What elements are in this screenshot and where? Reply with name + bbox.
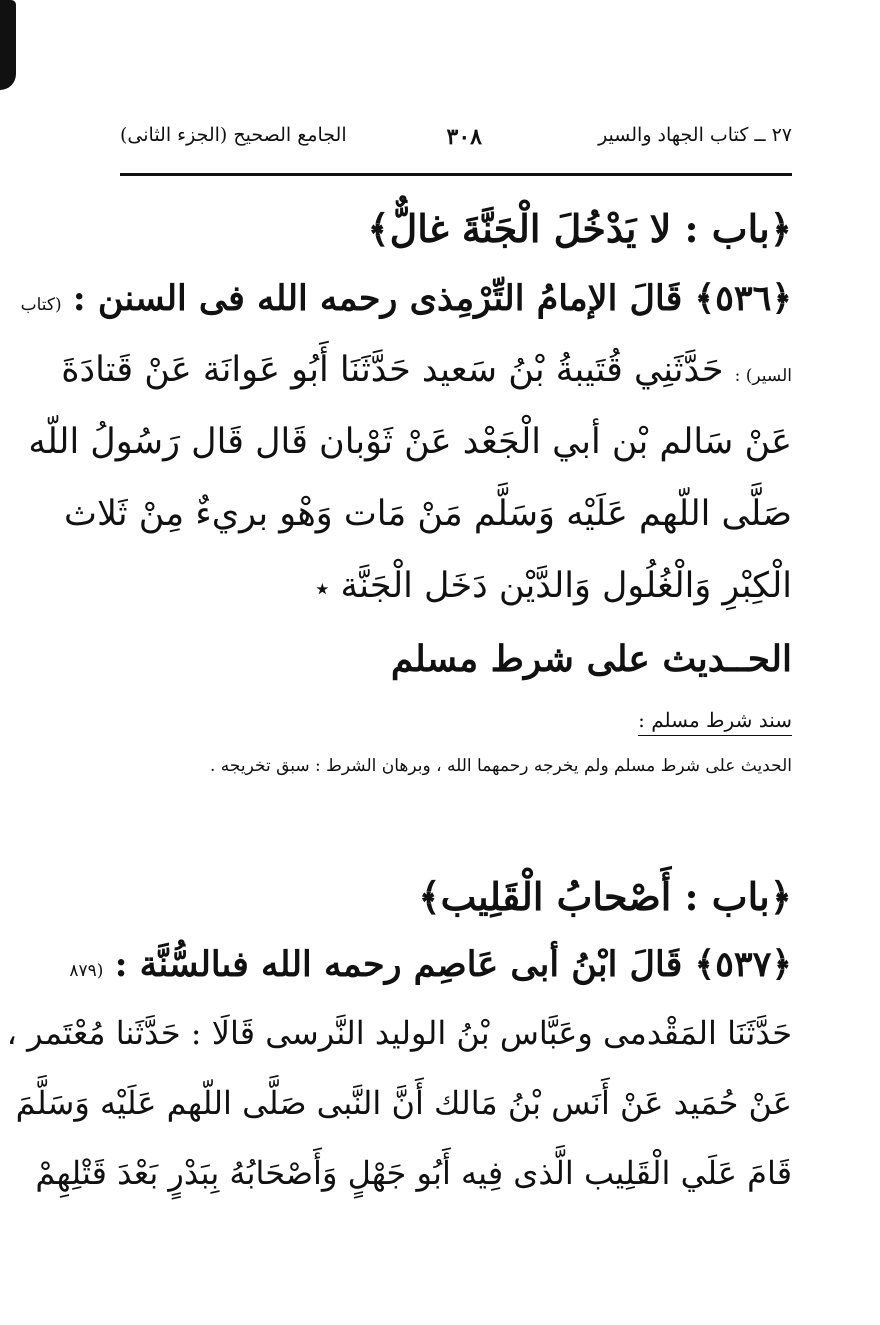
- book-title: الجامع الصحيح (الجزء الثانى): [120, 124, 347, 146]
- hadith-intro: [21, 278, 792, 319]
- hadith-line: صَلَّى اللّهم عَلَيْه وَسَلَّم مَنْ مَات وَهْو بريءٌ مِنْ ثَلاث: [64, 494, 792, 534]
- hadith-intro-text: ﴿٥٣٦﴾ قَالَ الإمامُ التِّرْمِذى رحمه الله فى السنن :: [72, 278, 792, 319]
- hadith-text: حَدَّثَنِي قُتَيبةُ بْنُ سَعيد حَدَّثَنَا أَبُو عَوانَة عَنْ قَتادَةَ: [61, 350, 724, 390]
- page-number: ٣٠٨: [446, 124, 482, 150]
- sanad-label: سند شرط مسلم :: [638, 708, 792, 736]
- chapter-title: ٢٧ ــ كتاب الجهاد والسير: [598, 124, 792, 146]
- source-reference-cont: السير) :: [734, 366, 792, 386]
- hadith-text: الْكِبْرِ وَالْغُلُول وَالدَّيْن دَخَل الْجَنَّة: [340, 566, 792, 606]
- page-edge-shadow: [0, 0, 16, 90]
- section-537: [6, 860, 792, 1220]
- running-head: [120, 118, 792, 158]
- sanad-heading: [638, 708, 792, 732]
- hadith-intro-text: ﴿٥٣٧﴾ قَالَ ابْنُ أبى عَاصِم رحمه الله فىالسُّنَّة :: [114, 944, 792, 985]
- source-reference: (٨٧٩: [69, 961, 104, 981]
- end-of-hadith-star: ٭: [315, 574, 330, 604]
- grading-statement: الحــديث على شرط مسلم: [390, 638, 792, 680]
- hadith-line: [61, 350, 792, 390]
- bab-heading: ﴿باب : لا يَدْخُلَ الْجَنَّةَ غالٌّ﴾: [367, 206, 792, 251]
- footnote-note: الحديث على شرط مسلم ولم يخرجه رحمهما الله ، وبرهان الشرط : سبق تخريجه .: [209, 756, 792, 776]
- header-divider: [120, 173, 792, 176]
- source-reference: (كتاب: [20, 295, 62, 315]
- hadith-line: قَامَ عَلَي الْقَلِيب الَّذى فِيه أَبُو جَهْلٍ وَأَصْحَابُهُ بِبَدْرٍ بَعْدَ قَتْلِهِمْ: [35, 1154, 792, 1192]
- bab-heading: ﴿باب : أَصْحابُ الْقَلِيب﴾: [418, 874, 792, 919]
- hadith-line: عَنْ سَالم بْن أبي الْجَعْد عَنْ ثَوْبان قَال قَال رَسُولُ اللّه: [28, 422, 792, 462]
- hadith-line: حَدَّثَنَا المَقْدمى وعَبَّاس بْنُ الوليد النَّرسى قَالَا : حَدَّثَنا مُعْتَمر ،: [6, 1014, 792, 1052]
- hadith-intro: [69, 944, 792, 985]
- hadith-line: عَنْ حُمَيد عَنْ أَنَس بْنُ مَالك أَنَّ النَّبى صَلَّى اللّهم عَلَيْه وَسَلَّمَ: [15, 1084, 792, 1122]
- section-536: [20, 190, 792, 810]
- hadith-line-final: [315, 566, 792, 606]
